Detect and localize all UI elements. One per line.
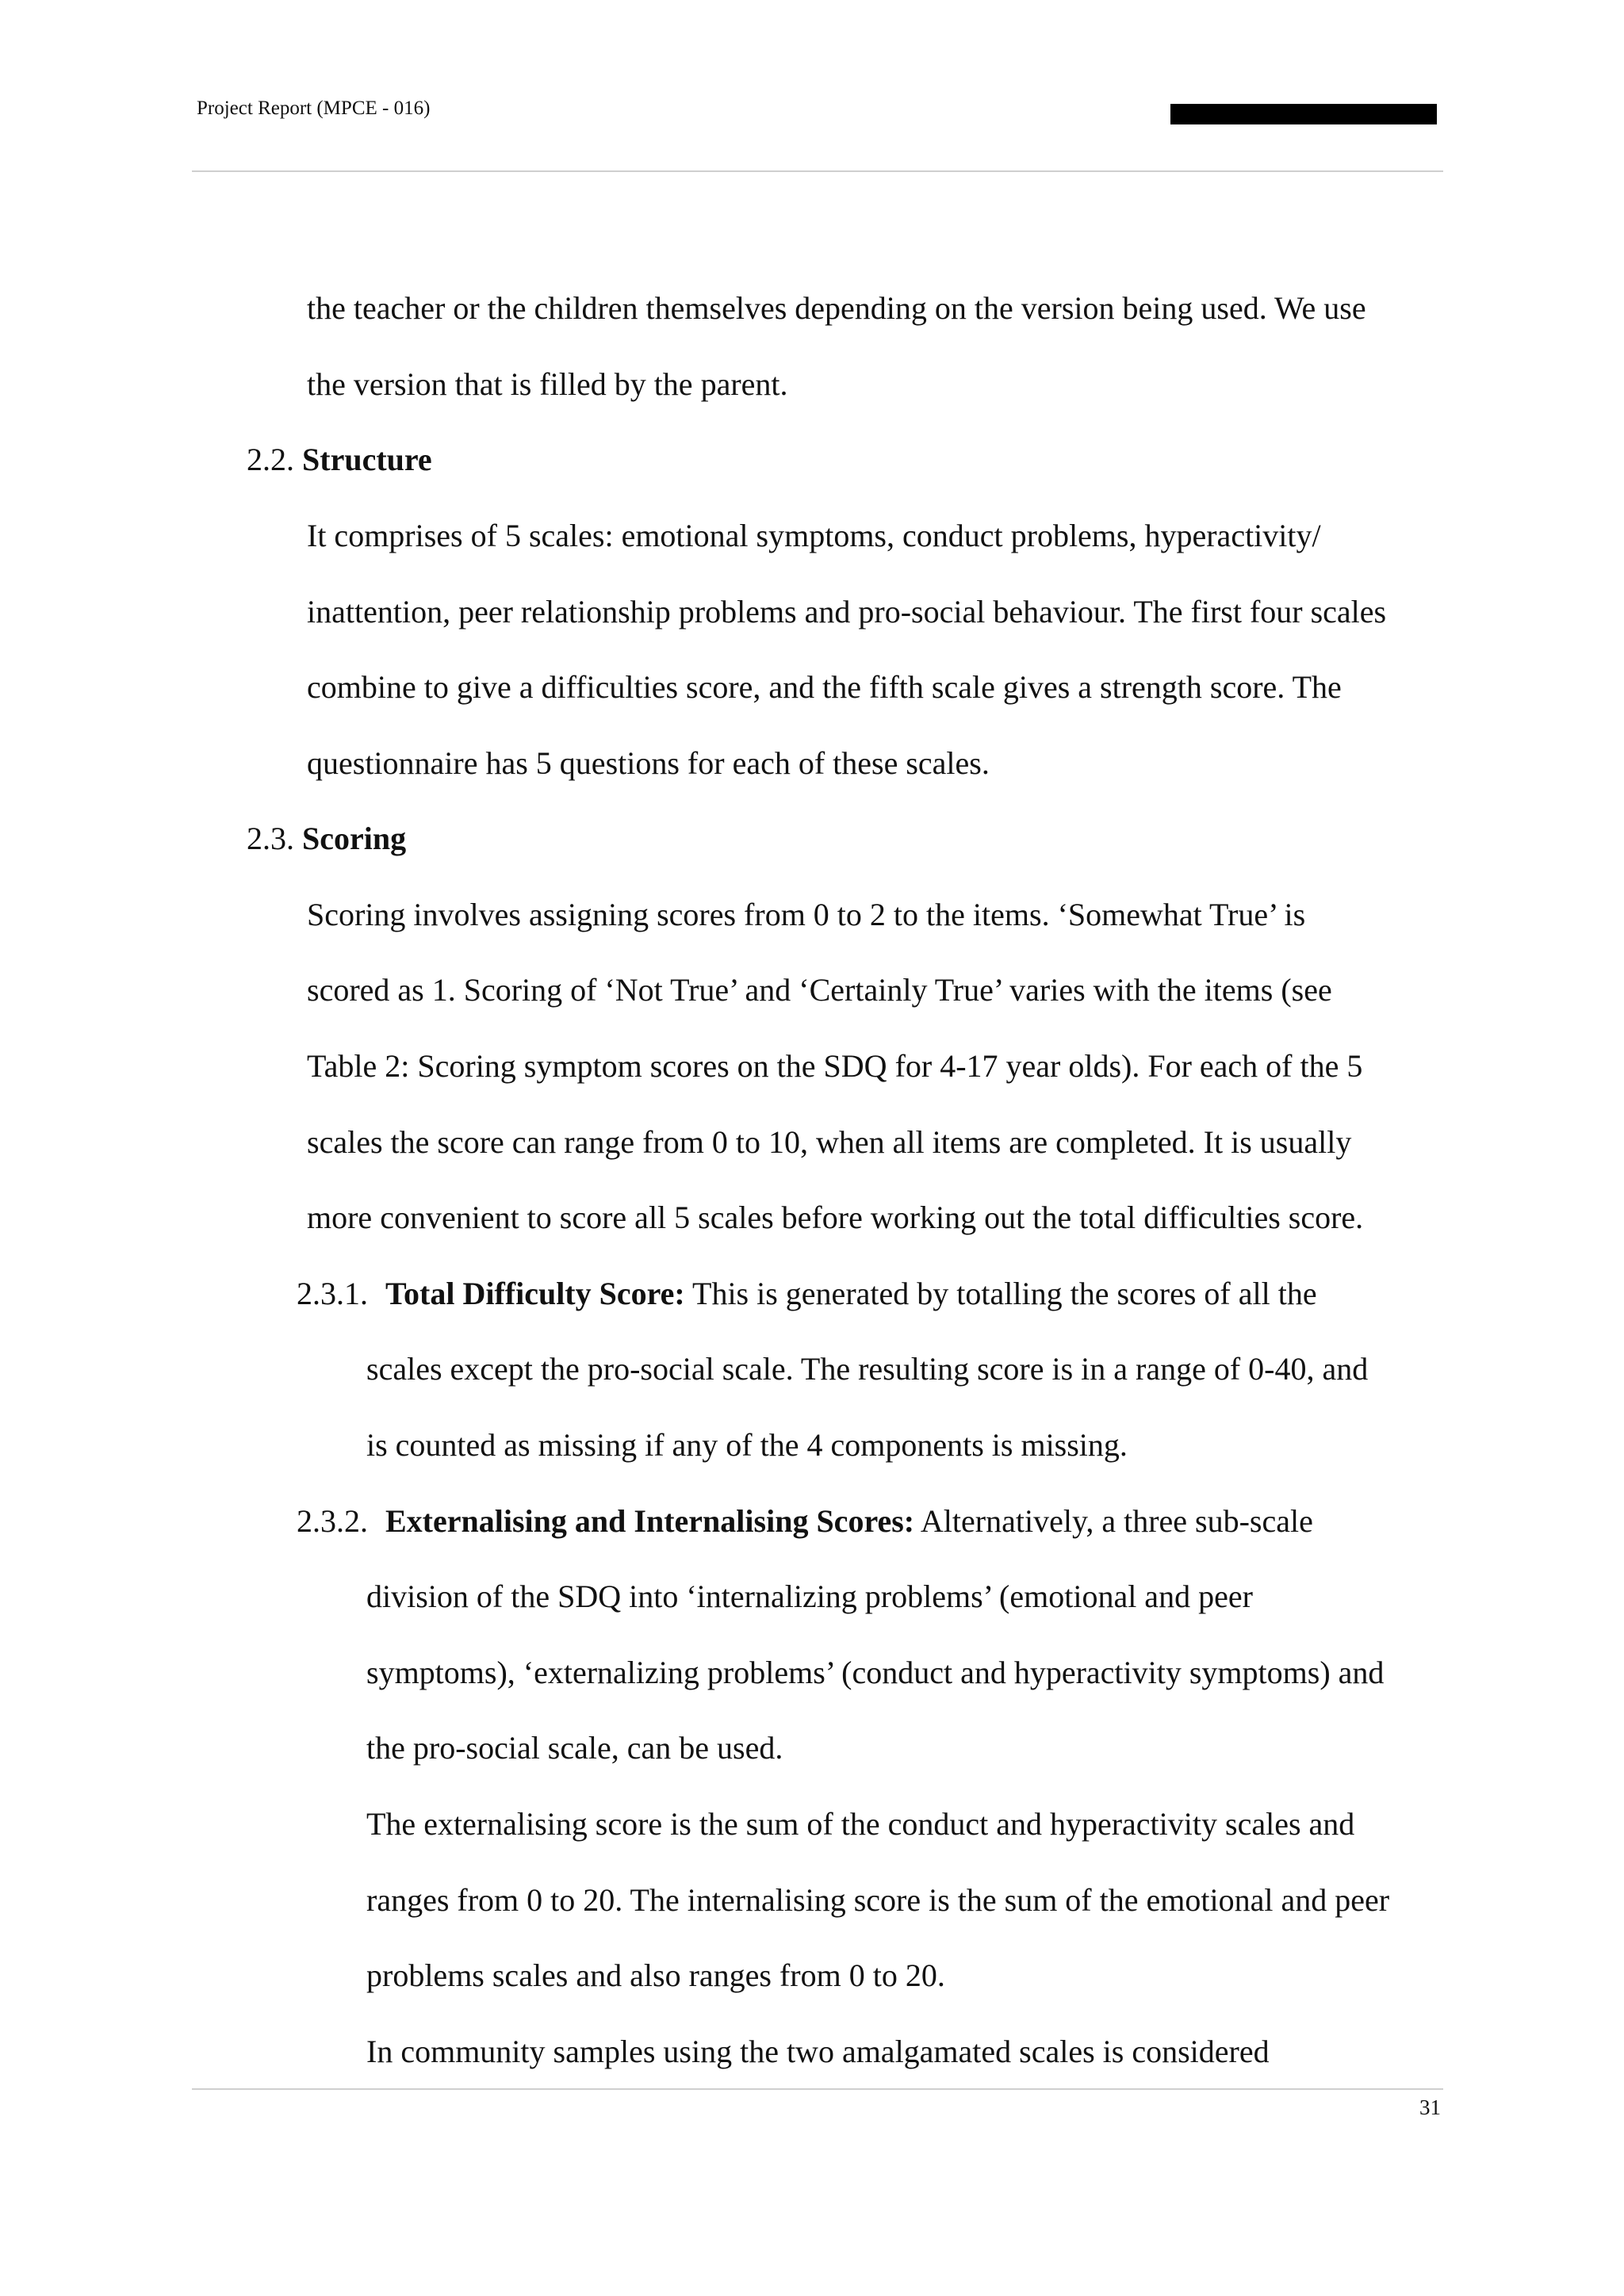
ext-int-line-2: symptoms), ‘externalizing problems’ (conduct and hyperactivity symptoms) and (366, 1655, 1385, 1690)
header-divider (192, 170, 1443, 172)
ext-int-line-1: division of the SDQ into ‘internalizing problems’ (emotional and peer (366, 1578, 1253, 1614)
scoring-line-3: Table 2: Scoring symptom scores on the SDQ for 4-17 year olds). For each of the 5 (307, 1048, 1363, 1084)
section-number: 2.3. (247, 821, 294, 856)
section-number: 2.2. (247, 442, 294, 477)
structure-line-4: questionnaire has 5 questions for each of these scales. (307, 745, 990, 781)
subsection-ext-int-scores (297, 1502, 1313, 1540)
header-redaction-bar (1170, 104, 1437, 124)
page-number: 31 (1419, 2095, 1441, 2119)
scoring-line-2: scored as 1. Scoring of ‘Not True’ and ‘Certainly True’ varies with the items (see (307, 972, 1332, 1008)
report-header-title: Project Report (MPCE - 016) (197, 98, 431, 119)
section-heading-structure (247, 441, 432, 479)
ext-int-line-5: ranges from 0 to 20. The internalising score is the sum of the emotional and peer (366, 1882, 1390, 1918)
subsection-first-line: This is generated by totalling the scores of all the (684, 1276, 1317, 1311)
subsection-number: 2.3.2. (297, 1503, 368, 1539)
subsection-title: Externalising and Internalising Scores: (385, 1503, 915, 1539)
scoring-line-1: Scoring involves assigning scores from 0 to 2 to the items. ‘Somewhat True’ is (307, 897, 1306, 932)
section-heading-scoring (247, 820, 406, 858)
structure-line-1: It comprises of 5 scales: emotional symptoms, conduct problems, hyperactivity/ (307, 518, 1321, 553)
ext-int-line-4: The externalising score is the sum of the conduct and hyperactivity scales and (366, 1806, 1355, 1842)
intro-line-1: the teacher or the children themselves depending on the version being used. We use (307, 290, 1366, 326)
section-title: Scoring (302, 821, 407, 856)
section-title: Structure (302, 442, 432, 477)
subsection-first-line: Alternatively, a three sub-scale (914, 1503, 1313, 1539)
scoring-line-5: more convenient to score all 5 scales before working out the total difficulties score. (307, 1200, 1364, 1235)
ext-int-line-3: the pro-social scale, can be used. (366, 1730, 783, 1766)
total-difficulty-line-1: scales except the pro-social scale. The resulting score is in a range of 0-40, and (366, 1351, 1369, 1387)
ext-int-line-6: problems scales and also ranges from 0 to 20. (366, 1957, 945, 1993)
structure-line-2: inattention, peer relationship problems and pro-social behaviour. The first four scales (307, 594, 1387, 629)
subsection-number: 2.3.1. (297, 1276, 368, 1311)
footer-divider (192, 2088, 1443, 2090)
structure-line-3: combine to give a difficulties score, and the fifth scale gives a strength score. The (307, 669, 1342, 705)
intro-line-2: the version that is filled by the parent. (307, 366, 788, 402)
total-difficulty-line-2: is counted as missing if any of the 4 components is missing. (366, 1427, 1128, 1463)
subsection-title: Total Difficulty Score: (385, 1276, 685, 1311)
scoring-line-4: scales the score can range from 0 to 10, when all items are completed. It is usually (307, 1124, 1352, 1160)
subsection-total-difficulty (297, 1275, 1317, 1313)
ext-int-line-7: In community samples using the two amalgamated scales is considered (366, 2034, 1270, 2069)
